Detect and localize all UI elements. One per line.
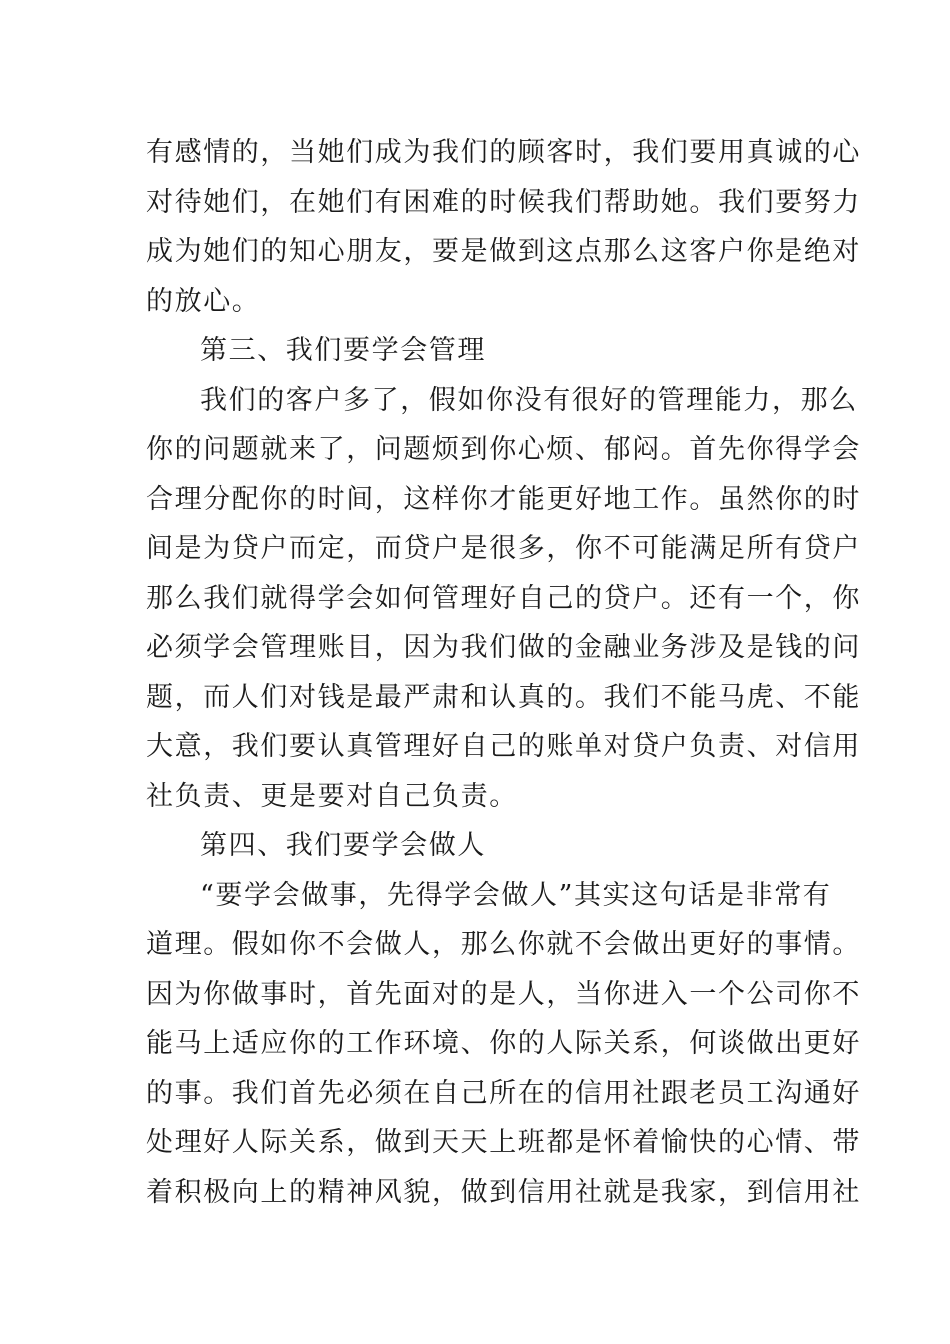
text-line: 间是为贷户而定，而贷户是很多，你不可能满足所有贷户: [146, 533, 861, 564]
text-line: 因为你做事时，首先面对的是人，当你进入一个公司你不: [146, 978, 861, 1010]
text-line: 那么我们就得学会如何管理好自己的贷户。还有一个，你: [146, 582, 861, 614]
text-line: 合理分配你的时间，这样你才能更好地工作。虽然你的时: [146, 483, 861, 515]
text-line: 处理好人际关系，做到天天上班都是怀着愉快的心情、带: [146, 1127, 861, 1158]
text-line: 第三、我们要学会管理: [200, 335, 486, 366]
text-line: 成为她们的知心朋友，要是做到这点那么这客户你是绝对: [146, 236, 861, 267]
body-text: [146, 128, 861, 1217]
text-line: “要学会做事，先得学会做人”其实这句话是非常有: [200, 879, 832, 911]
text-line: 我们的客户多了，假如你没有很好的管理能力，那么: [200, 384, 858, 416]
text-line: 第四、我们要学会做人: [200, 830, 486, 861]
text-line: 的放心。: [146, 285, 261, 317]
text-line: 着积极向上的精神风貌，做到信用社就是我家，到信用社: [146, 1176, 861, 1208]
text-line: 的事。我们首先必须在自己所在的信用社跟老员工沟通好: [146, 1077, 861, 1109]
text-line: 有感情的，当她们成为我们的顾客时，我们要用真诚的心: [146, 137, 861, 168]
text-line: 你的问题就来了，问题烦到你心烦、郁闷。首先你得学会: [146, 434, 861, 465]
text-line: 社负责、更是要对自己负责。: [146, 780, 518, 812]
text-line: 能马上适应你的工作环境、你的人际关系，何谈做出更好: [146, 1028, 861, 1059]
text-line: 对待她们，在她们有困难的时候我们帮助她。我们要努力: [146, 186, 861, 218]
text-line: 道理。假如你不会做人，那么你就不会做出更好的事情。: [146, 929, 861, 960]
text-line: 大意，我们要认真管理好自己的账单对贷户负责、对信用: [146, 731, 861, 762]
text-line: 必须学会管理账目，因为我们做的金融业务涉及是钱的问: [146, 632, 861, 663]
text-line: 题，而人们对钱是最严肃和认真的。我们不能马虎、不能: [146, 681, 861, 713]
